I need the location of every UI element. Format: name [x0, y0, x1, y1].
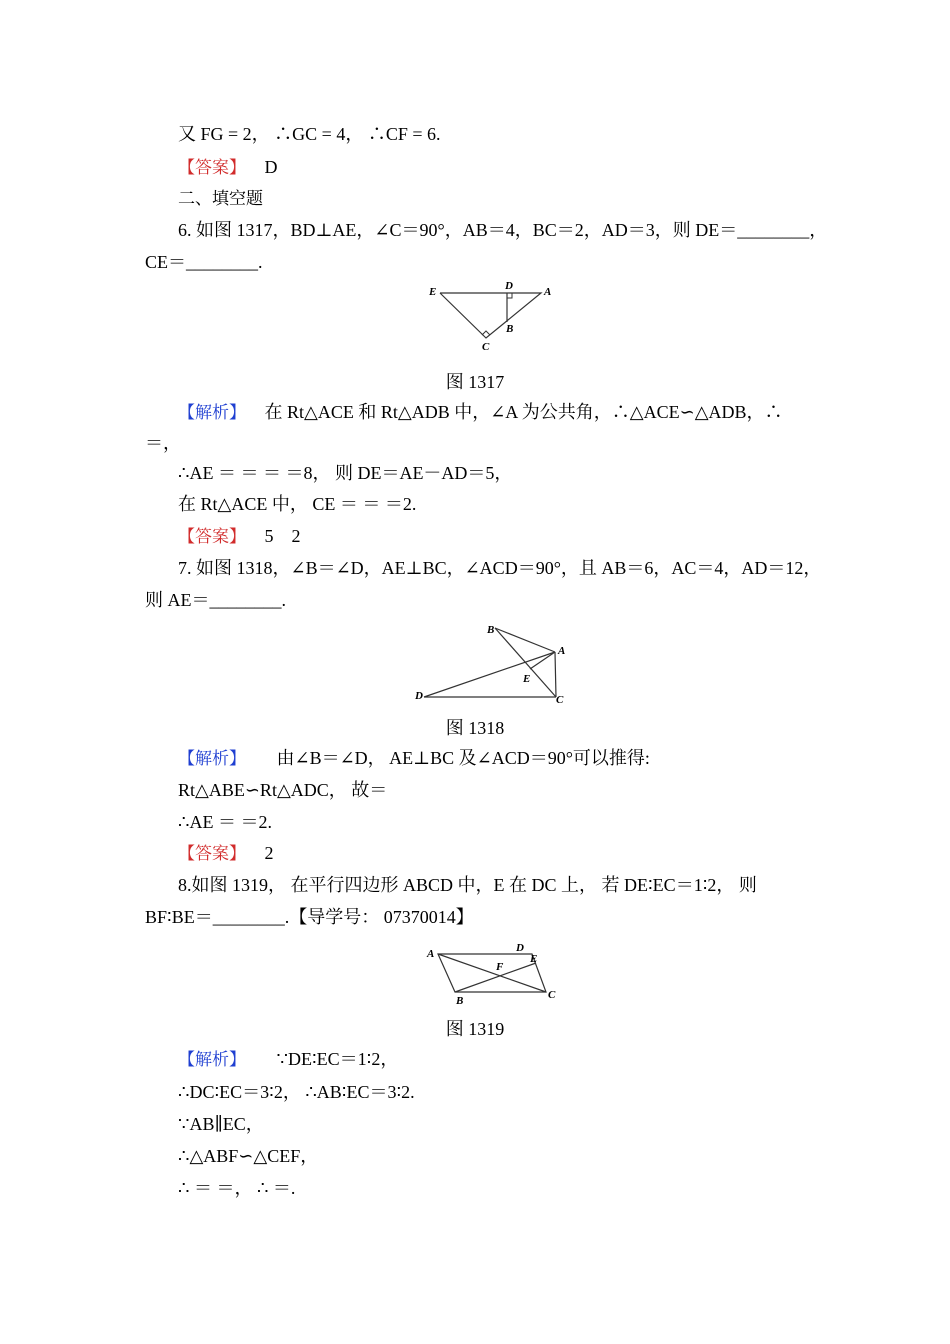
- analysis-6-line-1: [178, 400, 783, 425]
- analysis-tag: 【解析】: [178, 1050, 246, 1070]
- solution-line-fg: 又 FG = 2， ∴GC = 4， ∴CF = 6.: [178, 124, 441, 144]
- problem-8-line-1: 8.如图 1319， 在平行四边形 ABCD 中，E 在 DC 上， 若 DE∶EC＝1∶2， 则: [178, 875, 757, 895]
- label-d: D: [516, 942, 524, 954]
- label-c: C: [556, 694, 564, 706]
- label-d: D: [505, 280, 513, 292]
- analysis-7-line-1: [178, 746, 650, 771]
- label-e: E: [523, 673, 531, 685]
- label-d: D: [415, 690, 423, 702]
- analysis-6-line-4: 在 Rt△ACE 中， CE ＝ ＝ ＝2.: [178, 494, 417, 514]
- analysis-tag: 【解析】: [178, 749, 246, 769]
- analysis-6-line-3: ∴AE ＝ ＝ ＝ ＝8， 则 DE＝AE－AD＝5，: [178, 463, 513, 483]
- analysis-8-line-3: ∵AB∥EC，: [178, 1114, 264, 1134]
- figure-caption-1317: 图 1317: [445, 372, 505, 392]
- analysis-8-line-4: ∴△ABF∽△CEF，: [178, 1146, 319, 1166]
- answer-value: 5 2: [264, 526, 301, 546]
- analysis-7-line-3: ∴AE ＝ ＝2.: [178, 812, 272, 832]
- analysis-8-line-5: ∴ ＝ ＝， ∴ ＝.: [178, 1178, 296, 1198]
- label-a: A: [558, 645, 566, 657]
- figure-caption-1319: 图 1319: [445, 1019, 505, 1039]
- figure-caption-1318: 图 1318: [445, 718, 505, 738]
- answer-row-7: [178, 841, 274, 866]
- answer-value: D: [264, 157, 278, 177]
- section-heading: 二、填空题: [178, 189, 263, 209]
- label-b: B: [456, 995, 464, 1007]
- segment-ba: [495, 628, 555, 652]
- analysis-7-text: 由∠B＝∠D， AE⊥BC 及∠ACD＝90°可以推得:: [276, 748, 650, 768]
- segment-ae: [530, 652, 555, 669]
- analysis-6-line-2: ＝，: [145, 433, 181, 453]
- answer-tag: 【答案】: [178, 527, 246, 547]
- label-c: C: [482, 341, 490, 353]
- analysis-8-line-2: ∴DC∶EC＝3∶2， ∴AB∶EC＝3∶2.: [178, 1082, 415, 1102]
- problem-6-line-2: CE＝________.: [145, 252, 263, 272]
- problem-8-line-2: BF∶BE＝________.【导学号： 07370014】: [145, 907, 474, 927]
- label-e: E: [429, 286, 437, 298]
- answer-row-6: [178, 524, 301, 549]
- problem-7-line-1: 7. 如图 1318，∠B＝∠D，AE⊥BC，∠ACD＝90°，且 AB＝6，AC＝4，AD＝12，: [178, 558, 822, 578]
- answer-tag: 【答案】: [178, 844, 246, 864]
- answer-tag: 【答案】: [178, 158, 246, 178]
- analysis-tag: 【解析】: [178, 403, 246, 423]
- analysis-7-line-2: Rt△ABE∽Rt△ADC， 故＝: [178, 780, 388, 800]
- label-b: B: [487, 624, 495, 636]
- triangle-ace: [440, 293, 541, 338]
- figure-1317: [420, 280, 560, 352]
- segment-bc: [495, 628, 556, 697]
- figure-1318: [412, 620, 572, 705]
- label-c: C: [548, 989, 556, 1001]
- right-angle-mark-c: [482, 331, 490, 335]
- answer-value: 2: [264, 843, 274, 863]
- problem-7-line-2: 则 AE＝________.: [145, 590, 286, 610]
- label-a: A: [544, 286, 552, 298]
- analysis-8-line-1: [178, 1047, 398, 1072]
- problem-6-line-1: 6. 如图 1317，BD⊥AE，∠C＝90°，AB＝4，BC＝2，AD＝3，则 DE＝________，: [178, 220, 828, 240]
- label-b: B: [506, 323, 514, 335]
- label-f: F: [496, 961, 504, 973]
- label-a: A: [427, 948, 435, 960]
- right-angle-mark-d: [507, 293, 512, 298]
- segment-ac: [555, 652, 556, 697]
- analysis-8-text: ∵DE∶EC＝1∶2，: [276, 1049, 399, 1069]
- analysis-6-text: 在 Rt△ACE 和 Rt△ADB 中，∠A 为公共角，∴△ACE∽△ADB，∴: [264, 402, 783, 422]
- answer-row-5: [178, 155, 278, 180]
- label-e: E: [530, 953, 538, 965]
- figure-1319: [420, 938, 570, 1008]
